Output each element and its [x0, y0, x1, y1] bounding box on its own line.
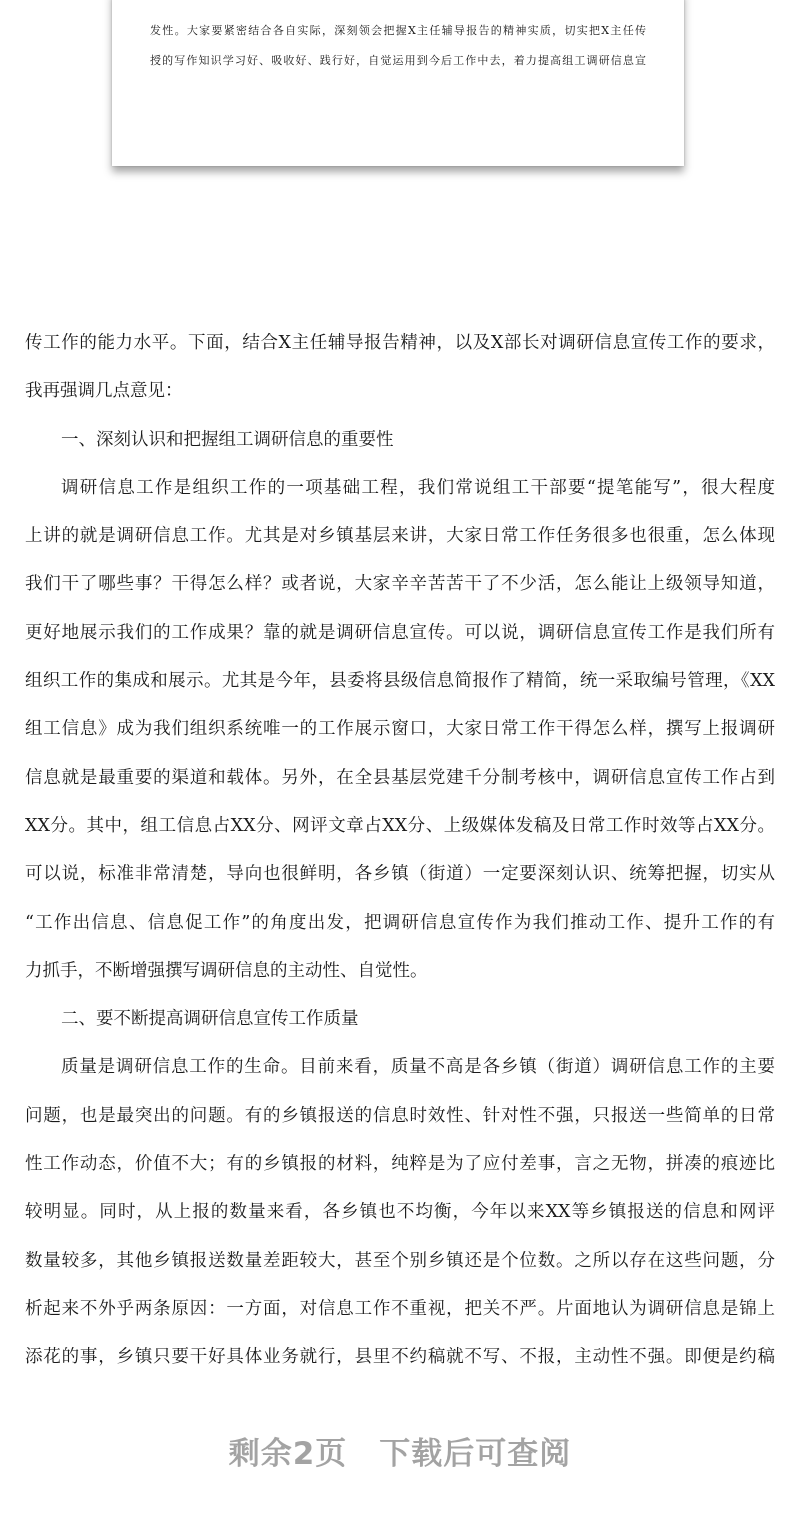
section-heading: 一、深刻认识和把握组工调研信息的重要性 [61, 429, 394, 450]
text-line: 组织工作的集成和展示。尤其是今年，县委将县级信息简报作了精简，统一采取编号管理，《XX [25, 671, 775, 692]
download-prompt[interactable] [0, 1428, 800, 1473]
text-line: 可以说，标准非常清楚，导向也很鲜明，各乡镇（街道）一定要深刻认识、统筹把握，切实从 [25, 864, 775, 885]
text-line: 我再强调几点意见： [25, 381, 183, 402]
text-line: 性工作动态，价值不大；有的乡镇报的材料，纯粹是为了应付差事，言之无物，拼凑的痕迹比 [25, 1154, 775, 1175]
text-line: “工作出信息、信息促工作”的角度出发，把调研信息宣传作为我们推动工作、提升工作的有 [25, 912, 775, 933]
text-line: 质量是调研信息工作的生命。目前来看，质量不高是各乡镇（街道）调研信息工作的主要 [61, 1057, 775, 1078]
text-line: 添花的事，乡镇只要干好具体业务就行，县里不约稿就不写、不报，主动性不强。即便是约稿 [25, 1347, 775, 1368]
card-text-line: 发性。大家要紧密结合各自实际，深刻领会把握X主任辅导报告的精神实质，切实把X主任传 [150, 24, 646, 37]
text-line: 力抓手，不断增强撰写调研信息的主动性、自觉性。 [25, 960, 428, 981]
text-line: XX分。其中，组工信息占XX分、网评文章占XX分、上级媒体发稿及日常工作时效等占XX分。 [25, 815, 775, 836]
text-line: 更好地展示我们的工作成果？靠的就是调研信息宣传。可以说，调研信息宣传工作是我们所有 [25, 622, 775, 643]
download-hint-label: 下载后可查阅 [379, 1436, 572, 1472]
text-line: 问题，也是最突出的问题。有的乡镇报送的信息时效性、针对性不强，只报送一些简单的日常 [25, 1105, 775, 1126]
remaining-pages-label: 剩余2页 [228, 1436, 348, 1472]
preview-page-card [112, 0, 684, 166]
text-line: 信息就是最重要的渠道和载体。另外，在全县基层党建千分制考核中，调研信息宣传工作占到 [25, 767, 775, 788]
text-line: 上讲的就是调研信息工作。尤其是对乡镇基层来讲，大家日常工作任务很多也很重，怎么体现 [25, 526, 775, 547]
text-line: 析起来不外乎两条原因：一方面，对信息工作不重视，把关不严。片面地认为调研信息是锦上 [25, 1298, 775, 1319]
text-line: 较明显。同时，从上报的数量来看，各乡镇也不均衡，今年以来XX等乡镇报送的信息和网评 [25, 1202, 775, 1223]
text-line: 我们干了哪些事？干得怎么样？或者说，大家辛辛苦苦干了不少活，怎么能让上级领导知道， [25, 574, 775, 595]
text-line: 调研信息工作是组织工作的一项基础工程，我们常说组工干部要“提笔能写”，很大程度 [61, 477, 775, 498]
text-line: 传工作的能力水平。下面，结合X主任辅导报告精神，以及X部长对调研信息宣传工作的要求， [25, 333, 775, 353]
text-line: 数量较多，其他乡镇报送数量差距较大，甚至个别乡镇还是个位数。之所以存在这些问题，分 [25, 1250, 775, 1271]
section-heading: 二、要不断提高调研信息宣传工作质量 [61, 1009, 359, 1030]
card-text-line: 授的写作知识学习好、吸收好、践行好，自觉运用到今后工作中去，着力提高组工调研信息宣 [150, 54, 646, 67]
document-body [25, 330, 775, 1393]
text-line: 组工信息》成为我们组织系统唯一的工作展示窗口，大家日常工作干得怎么样，撰写上报调研 [25, 719, 775, 740]
